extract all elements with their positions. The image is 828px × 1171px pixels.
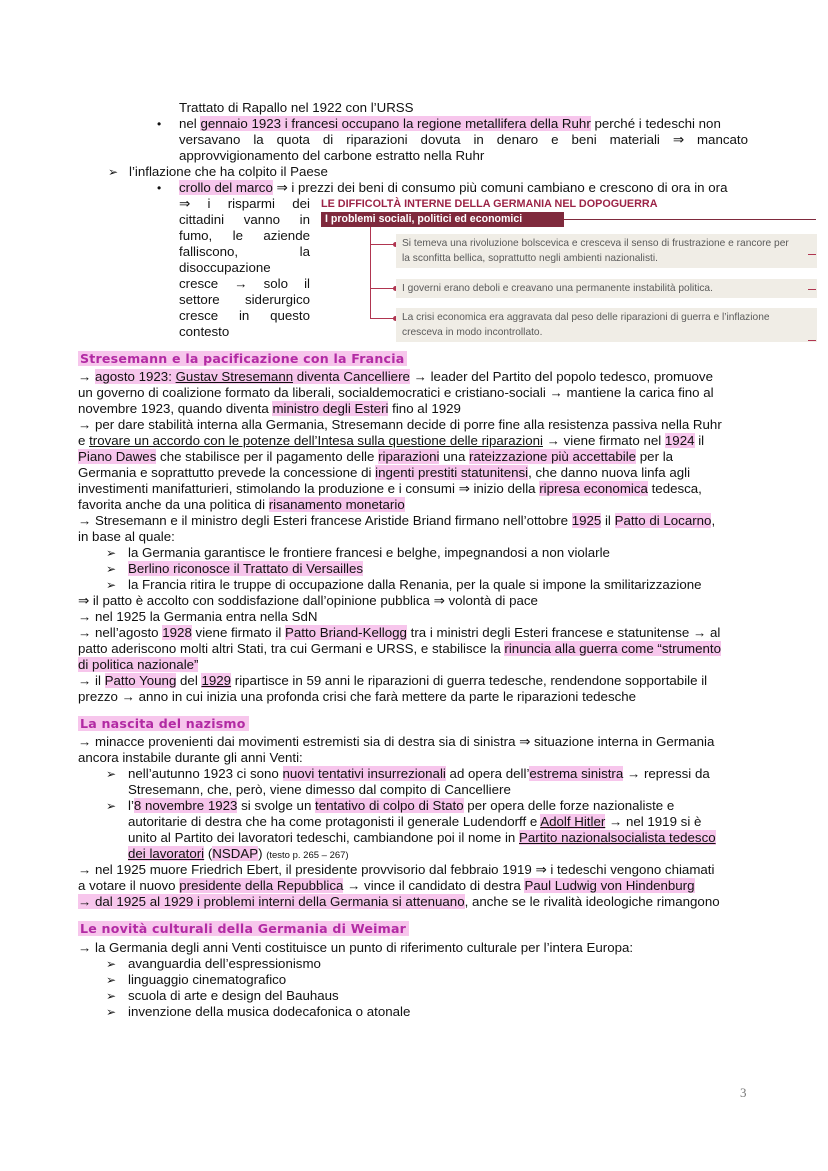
figure-subtitle: I problemi sociali, politici ed economici — [325, 213, 523, 225]
text-line: investimenti manifatturieri, stimolando la produzione e i consumi ⇒ inizio della ripresa economica tedesca, — [78, 481, 702, 496]
text-line: Germania e soprattutto prevede la concessione di ingenti prestiti statunitensi, che danno nuova linfa agli — [78, 465, 691, 480]
text-line: disoccupazione — [179, 260, 271, 275]
list-item: invenzione della musica dodecafonica o atonale — [128, 1004, 411, 1019]
text-line: approvvigionamento del carbone estratto nella Ruhr — [179, 148, 485, 163]
text-line: l’inflazione che ha colpito il Paese — [129, 164, 328, 179]
arrow-bullet-icon: ➢ — [106, 957, 117, 971]
list-item-continued: dei lavoratori (NSDAP) (testo p. 265 – 267) — [128, 846, 349, 861]
page-number: 3 — [740, 1085, 747, 1100]
justified-line: settore siderurgico — [179, 292, 310, 307]
bullet-dot: • — [157, 117, 162, 131]
figure-dash — [808, 340, 816, 341]
text-line: favorita anche da una politica di risanamento monetario — [78, 497, 405, 512]
figure-box-political: I governi erano deboli e creavano una permanente instabilità politica. — [396, 279, 817, 298]
list-item: la Germania garantisce le frontiere francesi e belghe, impegnandosi a non violarle — [128, 545, 610, 560]
list-item: scuola di arte e design del Bauhaus — [128, 988, 339, 1003]
arrow-bullet-icon: ➢ — [106, 546, 117, 560]
figure-rule — [564, 219, 816, 220]
text-line: ⇒ il patto è accolto con soddisfazione dall’opinione pubblica ⇒ volontà di pace — [78, 593, 538, 608]
text-line: → nell’agosto 1928 viene firmato il Patto Briand-Kellogg tra i ministri degli Esteri francese e statunitense → al — [78, 625, 721, 640]
figure-tree-line — [370, 227, 371, 319]
justified-line: cresce → solo il — [179, 276, 310, 291]
justified-line: ⇒ i risparmi dei — [179, 196, 310, 211]
text-line: ancora instabile durante gli anni Venti: — [78, 750, 303, 765]
text-line: patto aderiscono molti altri Stati, tra cui Germani e URSS, e stabilisce la rinuncia alla guerra come “strumento — [78, 641, 721, 656]
justified-line: fumo, le aziende — [179, 228, 310, 243]
figure-box-economic: La crisi economica era aggravata dal peso delle riparazioni di guerra e l’inflazione cresceva in modo incontrollato. — [396, 308, 817, 342]
text-line: → minacce provenienti dai movimenti estremisti sia di destra sia di sinistra ⇒ situazione interna in Germania — [78, 734, 715, 749]
text-line: in base al quale: — [78, 529, 175, 544]
list-item: l’8 novembre 1923 si svolge un tentativo di colpo di Stato per opera delle forze nazionaliste e — [128, 798, 675, 813]
justified-line: versavano la quota di riparazioni dovuta in denaro e beni materiali ⇒ mancato — [179, 132, 748, 147]
text-line: → nel 1925 muore Friedrich Ebert, il presidente provvisorio dal febbraio 1919 ⇒ i tedeschi vengono chiamati — [78, 862, 715, 877]
text-line: di politica nazionale” — [78, 657, 199, 672]
list-item: la Francia ritira le truppe di occupazione dalla Renania, per la quale si impone la smilitarizzazione — [128, 577, 702, 592]
text-line: a votare il nuovo presidente della Repubblica → vince il candidato di destra Paul Ludwig von Hindenburg — [78, 878, 695, 893]
text-line: Trattato di Rapallo nel 1922 con l’URSS — [179, 100, 414, 115]
list-item: avanguardia dell’espressionismo — [128, 956, 321, 971]
text-line: → per dare stabilità interna alla Germania, Stresemann decide di porre fine alla resistenza passiva nella Ruhr — [78, 417, 722, 432]
text-line: contesto — [179, 324, 230, 339]
text-line: e trovare un accordo con le potenze dell’Intesa sulla questione delle riparazioni → viene firmato nel 1924 il — [78, 433, 705, 448]
justified-line: falliscono, la — [179, 244, 310, 259]
bullet-dot: • — [157, 181, 162, 195]
figure-dash — [808, 254, 816, 255]
arrow-bullet-icon: ➢ — [106, 562, 117, 576]
arrow-bullet-icon: ➢ — [106, 578, 117, 592]
justified-line: cresce in questo — [179, 308, 310, 323]
figure-title: LE DIFFICOLTÀ INTERNE DELLA GERMANIA NEL DOPOGUERRA — [321, 198, 658, 210]
arrow-bullet-icon: ➢ — [106, 767, 117, 781]
list-item-continued: Stresemann, che, però, viene dimesso dal compito di Cancelliere — [128, 782, 511, 797]
figure-box-social: Si temeva una rivoluzione bolscevica e cresceva il senso di frustrazione e rancore per la sconfitta bellica, soprattutto negli ambienti nazionalisti. — [396, 234, 817, 268]
arrow-bullet-icon: ➢ — [106, 973, 117, 987]
section-heading-weimar: Le novità culturali della Germania di Weimar — [78, 921, 409, 936]
text-line: → Stresemann e il ministro degli Esteri francese Aristide Briand firmano nell’ottobre 1925 il Patto di Locarno, — [78, 513, 716, 528]
text-line: prezzo → anno in cui inizia una profonda crisi che farà mettere da parte le riparazioni tedesche — [78, 689, 637, 704]
text-line: crollo del marco ⇒ i prezzi dei beni di consumo più comuni cambiano e crescono di ora in ora — [179, 180, 728, 195]
arrow-bullet-icon: ➢ — [106, 1005, 117, 1019]
text-line: novembre 1923, quando diventa ministro degli Esteri fino al 1929 — [78, 401, 461, 416]
section-heading-nazismo: La nascita del nazismo — [78, 716, 249, 731]
text-line: un governo di coalizione formato da liberali, socialdemocratici e cristiano-sociali → mantiene la carica fino al — [78, 385, 714, 400]
text-line: Piano Dawes che stabilisce per il pagamento delle riparazioni una rateizzazione più accettabile per la — [78, 449, 674, 464]
list-item-continued: unito al Partito dei lavoratori tedeschi, cambiandone poi il nome in Partito nazionalsocialista tedesco — [128, 830, 716, 845]
figure-dash — [808, 289, 816, 290]
text-line: nel gennaio 1923 i francesi occupano la regione metallifera della Ruhr perché i tedeschi non — [179, 116, 721, 131]
list-item-continued: autoritarie di destra che ha come protagonisti il generale Ludendorff e Adolf Hitler → nel 1919 si è — [128, 814, 702, 829]
arrow-bullet-icon: ➢ — [108, 165, 119, 179]
text-line: → nel 1925 la Germania entra nella SdN — [78, 609, 318, 624]
list-item: nell’autunno 1923 ci sono nuovi tentativi insurrezionali ad opera dell’estrema sinistra → repressi da — [128, 766, 710, 781]
text-line: → il Patto Young del 1929 ripartisce in 59 anni le riparazioni di guerra tedesche, rendendone sopportabile il — [78, 673, 708, 688]
arrow-bullet-icon: ➢ — [106, 989, 117, 1003]
list-item: linguaggio cinematografico — [128, 972, 287, 987]
text-line: → dal 1925 al 1929 i problemi interni della Germania si attenuano, anche se le rivalità ideologiche rimangono — [78, 894, 720, 909]
text-line: → agosto 1923: Gustav Stresemann diventa Cancelliere → leader del Partito del popolo tedesco, promuove — [78, 369, 713, 384]
text-line: → la Germania degli anni Venti costituisce un punto di riferimento culturale per l’intera Europa: — [78, 940, 634, 955]
section-heading-stresemann: Stresemann e la pacificazione con la Francia — [78, 351, 407, 366]
list-item: Berlino riconosce il Trattato di Versailles — [128, 561, 364, 576]
arrow-bullet-icon: ➢ — [106, 799, 117, 813]
justified-line: cittadini vanno in — [179, 212, 310, 227]
figure-difficolta-germania — [321, 198, 816, 348]
